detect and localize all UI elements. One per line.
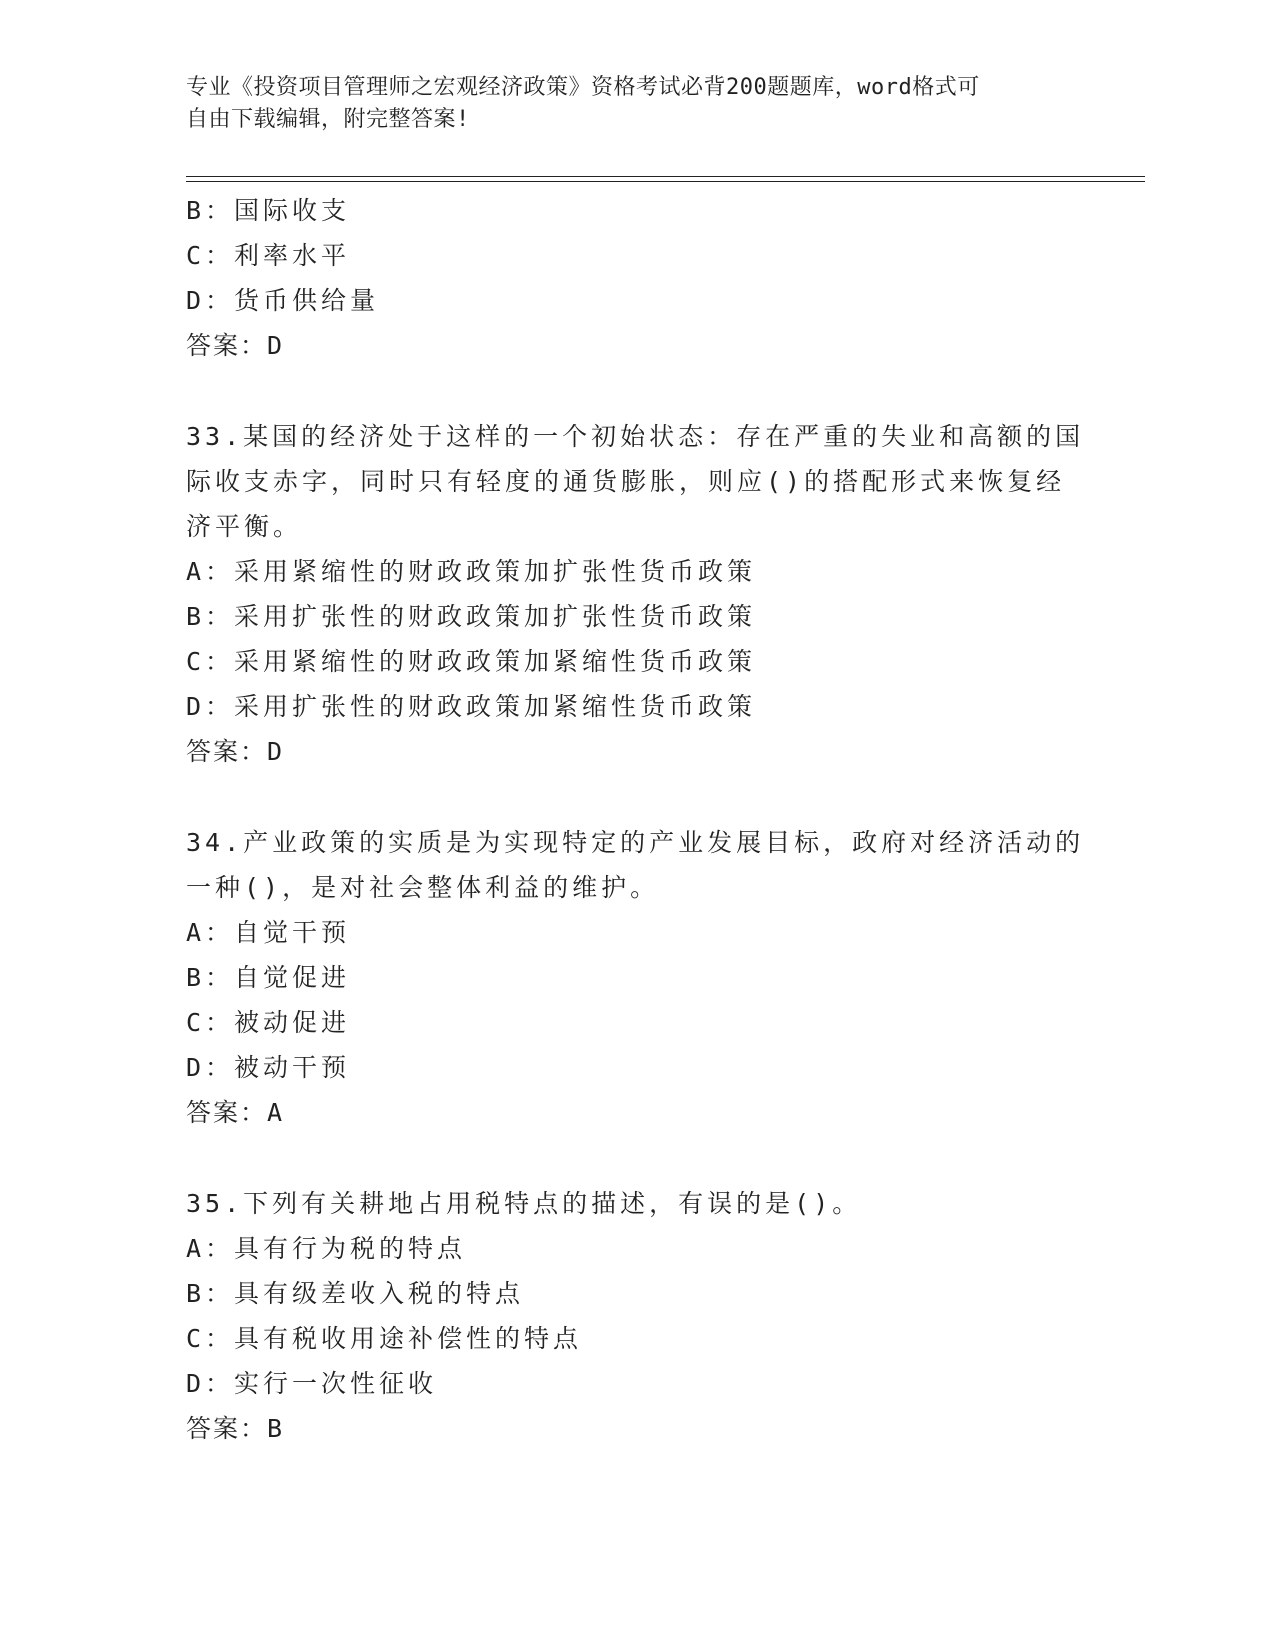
question-35 bbox=[186, 1181, 1086, 1451]
option-b: B：具有级差收入税的特点 bbox=[186, 1279, 525, 1308]
option-a: A：自觉干预 bbox=[186, 918, 351, 947]
option-c: C：具有税收用途补偿性的特点 bbox=[186, 1324, 583, 1353]
header-divider-bottom bbox=[186, 181, 1145, 182]
spacer bbox=[186, 368, 1086, 414]
question-text-line: 35.下列有关耕地占用税特点的描述，有误的是()。 bbox=[186, 1189, 862, 1218]
option-d: D：实行一次性征收 bbox=[186, 1369, 438, 1398]
option-d: D：被动干预 bbox=[186, 1053, 351, 1082]
spacer bbox=[186, 1135, 1086, 1181]
question-list bbox=[186, 188, 1086, 1451]
answer-line: 答案：A bbox=[186, 1098, 285, 1127]
option-b: B：国际收支 bbox=[186, 196, 351, 225]
option-c: C：采用紧缩性的财政政策加紧缩性货币政策 bbox=[186, 647, 757, 676]
question-text-line: 34.产业政策的实质是为实现特定的产业发展目标，政府对经济活动的 bbox=[186, 828, 1085, 857]
option-b: B：自觉促进 bbox=[186, 963, 351, 992]
option-c: C：被动促进 bbox=[186, 1008, 351, 1037]
question-text-line: 33.某国的经济处于这样的一个初始状态：存在严重的失业和高额的国 bbox=[186, 422, 1085, 451]
answer-line: 答案：D bbox=[186, 331, 285, 360]
header-title-line-1: 专业《投资项目管理师之宏观经济政策》资格考试必背200题题库，word格式可 bbox=[186, 75, 980, 100]
spacer bbox=[186, 774, 1086, 820]
document-header bbox=[186, 72, 1066, 136]
header-title-line-2: 自由下载编辑，附完整答案! bbox=[186, 107, 470, 132]
option-c: C：利率水平 bbox=[186, 241, 351, 270]
header-divider-top bbox=[186, 176, 1145, 177]
question-text-line: 济平衡。 bbox=[186, 512, 303, 541]
question-text-line: 一种()，是对社会整体利益的维护。 bbox=[186, 873, 660, 902]
answer-line: 答案：D bbox=[186, 737, 285, 766]
question-34 bbox=[186, 820, 1086, 1135]
question-33 bbox=[186, 414, 1086, 774]
option-b: B：采用扩张性的财政政策加扩张性货币政策 bbox=[186, 602, 757, 631]
option-d: D：采用扩张性的财政政策加紧缩性货币政策 bbox=[186, 692, 757, 721]
question-text-line: 际收支赤字，同时只有轻度的通货膨胀，则应()的搭配形式来恢复经 bbox=[186, 467, 1066, 496]
option-a: A：具有行为税的特点 bbox=[186, 1234, 467, 1263]
question-32-continued bbox=[186, 188, 1086, 368]
option-d: D：货币供给量 bbox=[186, 286, 380, 315]
option-a: A：采用紧缩性的财政政策加扩张性货币政策 bbox=[186, 557, 757, 586]
answer-line: 答案：B bbox=[186, 1414, 285, 1443]
